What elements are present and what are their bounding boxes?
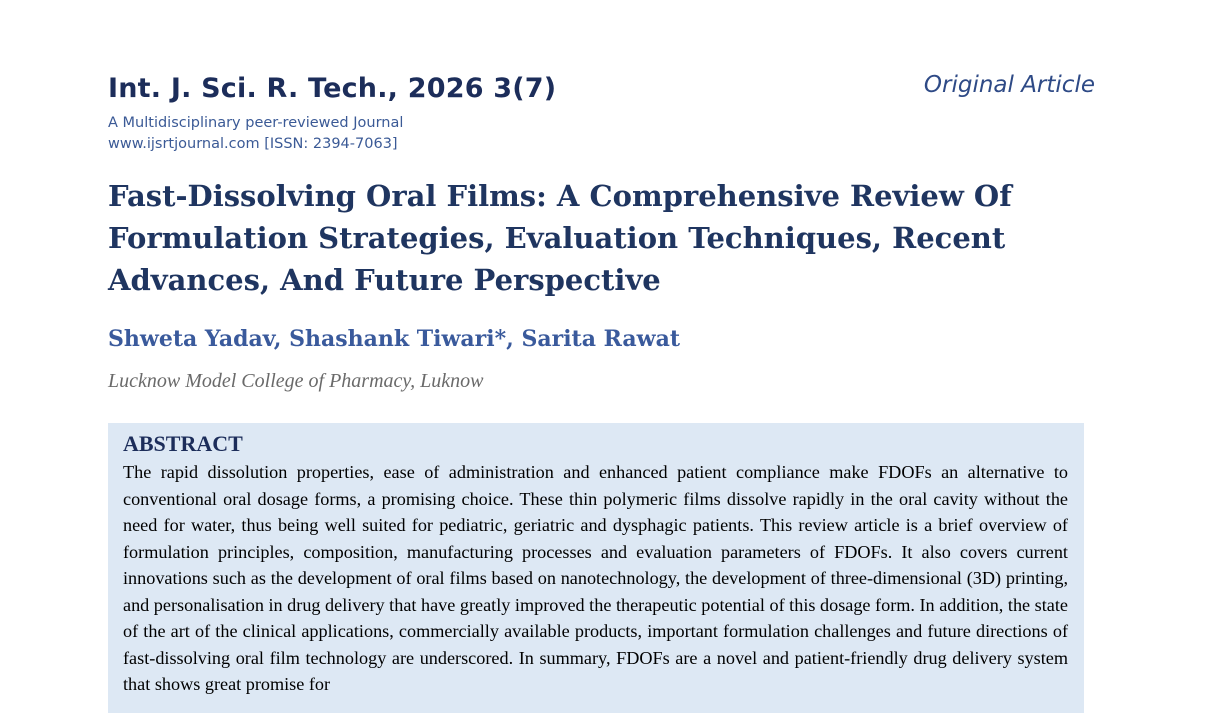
paper-title: Fast-Dissolving Oral Films: A Comprehensive Review Of Formulation Strategies, Evaluation Techniques, Recent Advances, And Future Perspective — [108, 179, 1012, 297]
journal-website: www.ijsrtjournal.com [ISSN: 2394-7063] — [108, 136, 398, 152]
journal-title: Int. J. Sci. R. Tech., 2026 3(7) — [108, 73, 557, 104]
abstract-text: The rapid dissolution properties, ease of administration and enhanced patient compliance make FDOFs an alternative to conventional oral dosage forms, a promising choice. These thin polymeric films dissolve rapidly in the oral cavity without the need for water, thus being well suited for pediatric, geriatric and dysphagic patients. This review article is a brief overview of formulation principles, composition, manufacturing processes and evaluation parameters of FDOFs. It also covers current innovations such as the development of oral films based on nanotechnology, the development of three-dimensional (3D) printing, and personalisation in drug delivery that have greatly improved the therapeutic potential of this dosage form. In addition, the state of the art of the clinical applications, commercially available products, important formulation challenges and future directions of fast-dissolving oral film technology are underscored. In summary, FDOFs are a novel and patient-friendly drug delivery system that shows great promise for — [123, 462, 1068, 694]
author-affiliation: Lucknow Model College of Pharmacy, Luknow — [108, 370, 484, 392]
abstract-heading: ABSTRACT — [123, 431, 243, 456]
journal-subtitle: A Multidisciplinary peer-reviewed Journal — [108, 115, 404, 131]
abstract-section — [108, 423, 1084, 713]
article-type-label: Original Article — [923, 72, 1095, 98]
author-list: Shweta Yadav, Shashank Tiwari*, Sarita Rawat — [108, 326, 681, 352]
